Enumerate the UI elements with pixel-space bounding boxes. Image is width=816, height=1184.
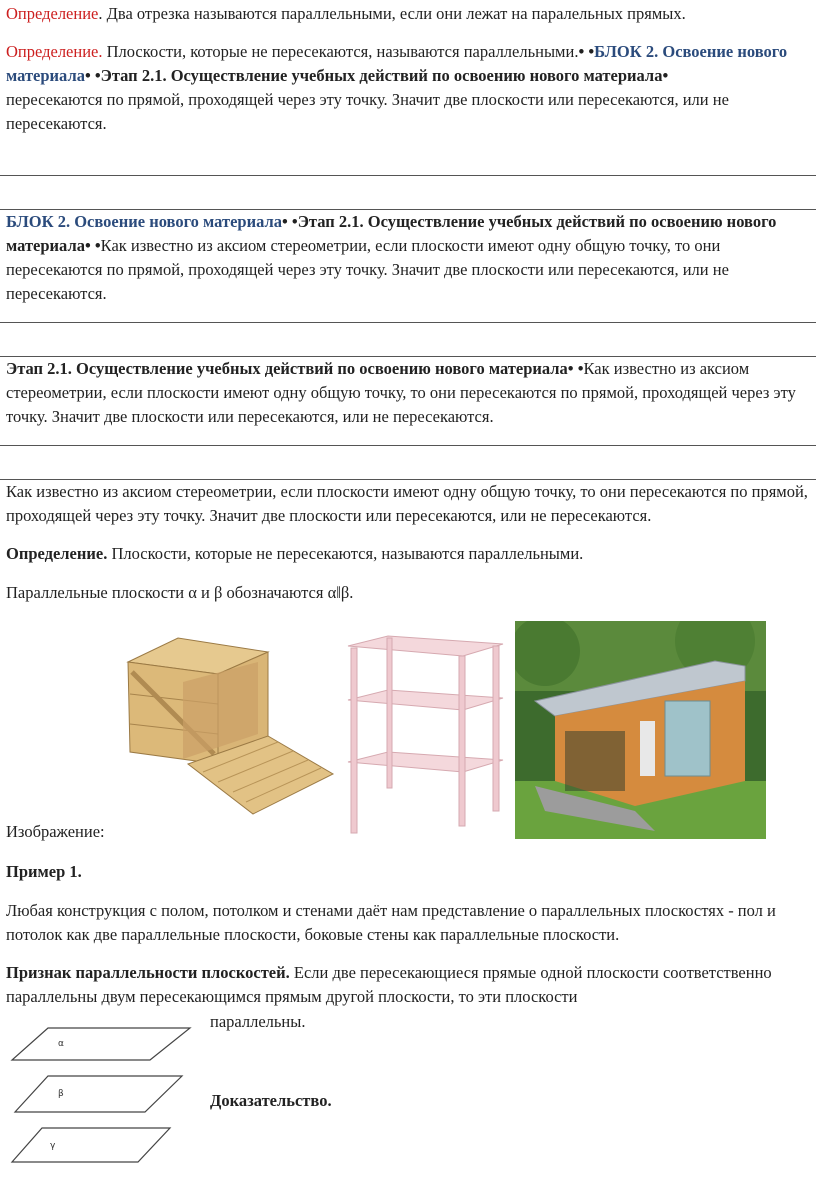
definition-label: Определение.: [6, 42, 103, 61]
divider: [0, 175, 816, 176]
divider: [0, 322, 816, 323]
plane-label-gamma: γ: [50, 1141, 56, 1151]
blok-heading: БЛОК 2. Освоение нового материала: [6, 42, 788, 85]
definition-text: Плоскости, которые не пересекаются, называются параллельными.: [102, 42, 579, 61]
definition-segments: [6, 2, 810, 26]
image-caption: Изображение:: [6, 822, 105, 841]
plane-label-alpha: α: [58, 1039, 64, 1049]
definition-text: . Два отрезка называются параллельными, если они лежат на паралельных прямых.: [98, 4, 686, 23]
bullets: • •: [567, 359, 584, 378]
plane-beta: [15, 1076, 182, 1112]
example-label: Пример 1.: [6, 862, 82, 881]
bullet: •: [662, 66, 669, 85]
definition-label: Определение: [6, 4, 99, 23]
definition-text: Плоскости, которые не пересекаются, называются параллельными.: [107, 544, 584, 563]
plane-gamma: [12, 1128, 170, 1162]
wooden-crate-image: [118, 624, 338, 824]
etap-heading: Этап 2.1. Осуществление учебных действий по освоению нового материала: [6, 212, 777, 255]
blok-block: [6, 210, 810, 306]
example-text: Любая конструкция с полом, потолком и стенами даёт нам представление о параллельных плоскостях - пол и потолок как две параллельные плоскости, боковые стены как параллельные плоскости.: [6, 901, 776, 944]
plane-alpha: [12, 1028, 190, 1060]
divider: [0, 445, 816, 446]
notation-paragraph: Параллельные плоскости α и β обозначаются α‖β.: [6, 583, 354, 602]
etap-heading: Этап 2.1. Осуществление учебных действий по освоению нового материала: [100, 66, 663, 85]
criterion-label: Признак параллельности плоскостей.: [6, 963, 290, 982]
plane-label-beta: β: [58, 1089, 64, 1099]
etap-block: [6, 357, 810, 429]
bullets: • •: [578, 42, 595, 61]
criterion-end: параллельны.: [210, 1012, 306, 1031]
axiom-paragraph: Как известно из аксиом стереометрии, если плоскости имеют одну общую точку, то они пересекаются по прямой, проходящей через эту точку. Значит две плоскости или пересекаются, или не пересекаются.: [6, 482, 808, 525]
paragraph-text: Как известно из аксиом стереометрии, если плоскости имеют одну общую точку, то они пересекаются по прямой, проходящей через эту точку. Значит две плоскости или пересекаются, или не пересекаются.: [6, 236, 729, 303]
bullets: • •: [282, 212, 298, 231]
proof-label: Доказательство.: [210, 1091, 332, 1110]
definition-parallel: [6, 542, 810, 566]
definition-label: Определение.: [6, 544, 108, 563]
paragraph-text: пересекаются по прямой, проходящей через эту точку. Значит две плоскости или пересекаются, или не пересекаются.: [6, 90, 729, 133]
bullets: • •: [84, 66, 101, 85]
house-photo-image: [515, 621, 766, 839]
criterion-paragraph: [6, 961, 810, 1009]
blok-heading: БЛОК 2. Освоение нового материала: [6, 212, 283, 231]
definition-planes-block: [6, 40, 810, 136]
planes-diagram: [0, 1018, 200, 1184]
pink-shelf-image: [343, 634, 508, 839]
paragraph-text: Как известно из аксиом стереометрии, если плоскости имеют одну общую точку, то они пересекаются по прямой, проходящей через эту точку. Значит две плоскости или пересекаются, или не пересекаются.: [6, 359, 796, 426]
bullets: • •: [84, 236, 101, 255]
criterion-text: Если две пересекающиеся прямые одной плоскости соответственно параллельны двум пересекающимся прямым другой плоскости, то эти плоскости: [6, 963, 772, 1006]
etap-heading: Этап 2.1. Осуществление учебных действий по освоению нового материала: [6, 359, 568, 378]
